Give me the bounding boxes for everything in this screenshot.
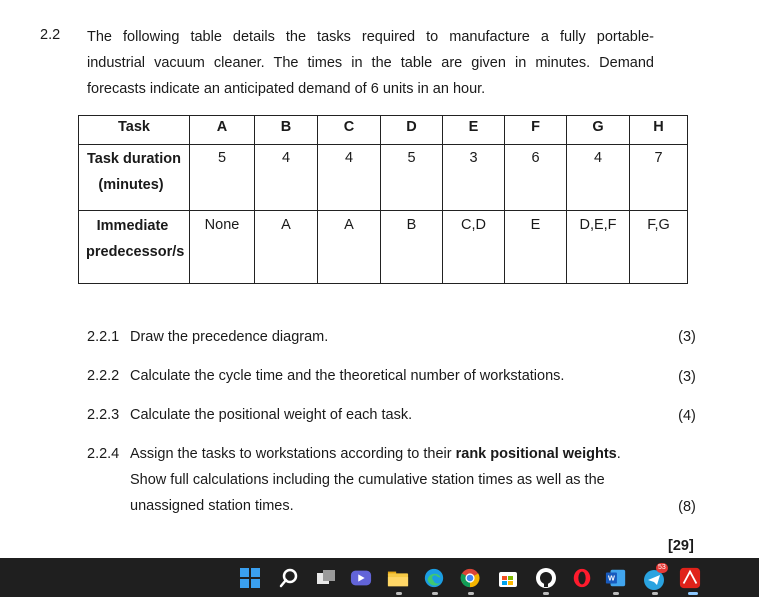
windows-start-icon[interactable]	[240, 568, 260, 588]
subquestion-marks: (4)	[678, 408, 696, 424]
duration-cell: 4	[318, 145, 381, 211]
subquestion-number: 2.2.1	[87, 329, 120, 345]
opera-icon[interactable]	[571, 567, 593, 589]
notification-badge: 53	[658, 564, 666, 571]
subquestion-text: Draw the precedence diagram.	[130, 329, 329, 345]
duration-label-line: (minutes)	[98, 177, 164, 193]
predecessor-row-label	[79, 211, 190, 284]
running-indicator	[432, 592, 438, 595]
subquestion-number: 2.2.4	[87, 446, 120, 462]
intro-line: industrial vacuum cleaner. The times in the table are given in minutes. Demand	[87, 55, 654, 71]
duration-cell: 6	[505, 145, 567, 211]
predecessor-label-line: Immediate	[96, 218, 169, 234]
predecessor-row	[79, 211, 688, 284]
task-header-cell: H	[630, 116, 688, 145]
subquestion-text: Calculate the cycle time and the theoretical number of workstations.	[130, 368, 565, 384]
running-indicator	[468, 592, 474, 595]
duration-cell: 4	[255, 145, 318, 211]
subquestion-marks: (8)	[678, 499, 696, 515]
subquestion-text-line: Show full calculations including the cumulative station times as well as the	[130, 472, 605, 488]
duration-label-line: Task duration	[87, 151, 181, 167]
duration-cell: 3	[443, 145, 505, 211]
running-indicator	[652, 592, 658, 595]
header-task-label: Task	[79, 116, 190, 145]
subquestion-text	[130, 441, 656, 519]
predecessor-cell: None	[190, 211, 255, 284]
active-indicator	[688, 592, 698, 595]
intro-line: The following table details the tasks required to manufacture a fully portable-	[87, 29, 654, 45]
file-explorer-icon[interactable]	[387, 567, 409, 589]
subquestion-emphasis: rank positional weights	[455, 446, 617, 462]
running-indicator	[613, 592, 619, 595]
telegram-icon[interactable]	[643, 564, 669, 591]
subquestion-text-part: Assign the tasks to workstations according to their	[130, 446, 456, 462]
subquestion-marks: (3)	[678, 329, 696, 345]
duration-cell: 5	[190, 145, 255, 211]
predecessor-label-line: predecessor/s	[86, 244, 185, 260]
question-total: [29]	[668, 538, 694, 554]
chrome-icon[interactable]	[459, 567, 481, 589]
task-header-cell: A	[190, 116, 255, 145]
windows-taskbar	[0, 558, 759, 597]
predecessor-cell: A	[255, 211, 318, 284]
teams-chat-icon[interactable]	[350, 567, 372, 589]
edge-icon[interactable]	[423, 567, 445, 589]
task-header-cell: C	[318, 116, 381, 145]
task-header-cell: D	[381, 116, 443, 145]
intro-line: forecasts indicate an anticipated demand of 6 units in an hour.	[87, 81, 486, 97]
word-icon[interactable]	[605, 567, 627, 589]
predecessor-cell: C,D	[443, 211, 505, 284]
duration-cell: 7	[630, 145, 688, 211]
duration-row-label	[79, 145, 190, 211]
github-icon[interactable]	[535, 567, 557, 589]
duration-row	[79, 145, 688, 211]
task-view-icon[interactable]	[315, 567, 337, 589]
table-header-row	[79, 116, 688, 145]
task-header-cell: F	[505, 116, 567, 145]
question-intro	[87, 24, 654, 102]
task-header-cell: G	[567, 116, 630, 145]
predecessor-cell: B	[381, 211, 443, 284]
question-number: 2.2	[40, 27, 61, 43]
predecessor-cell: F,G	[630, 211, 688, 284]
acrobat-icon[interactable]	[679, 567, 701, 589]
task-header-cell: B	[255, 116, 318, 145]
subquestion-marks: (3)	[678, 369, 696, 385]
search-icon[interactable]	[278, 567, 300, 589]
store-icon[interactable]	[497, 567, 519, 589]
subquestion-text: Calculate the positional weight of each task.	[130, 407, 413, 423]
running-indicator	[396, 592, 402, 595]
duration-cell: 4	[567, 145, 630, 211]
subquestion-text-line: unassigned station times.	[130, 498, 294, 514]
task-header-cell: E	[443, 116, 505, 145]
predecessor-cell: E	[505, 211, 567, 284]
svg-text:W: W	[607, 573, 615, 583]
subquestion-number: 2.2.2	[87, 368, 120, 384]
predecessor-cell: A	[318, 211, 381, 284]
predecessor-cell: D,E,F	[567, 211, 630, 284]
running-indicator	[543, 592, 549, 595]
duration-cell: 5	[381, 145, 443, 211]
subquestion-text-part: .	[616, 446, 621, 462]
subquestion-number: 2.2.3	[87, 407, 120, 423]
task-table	[78, 115, 688, 284]
